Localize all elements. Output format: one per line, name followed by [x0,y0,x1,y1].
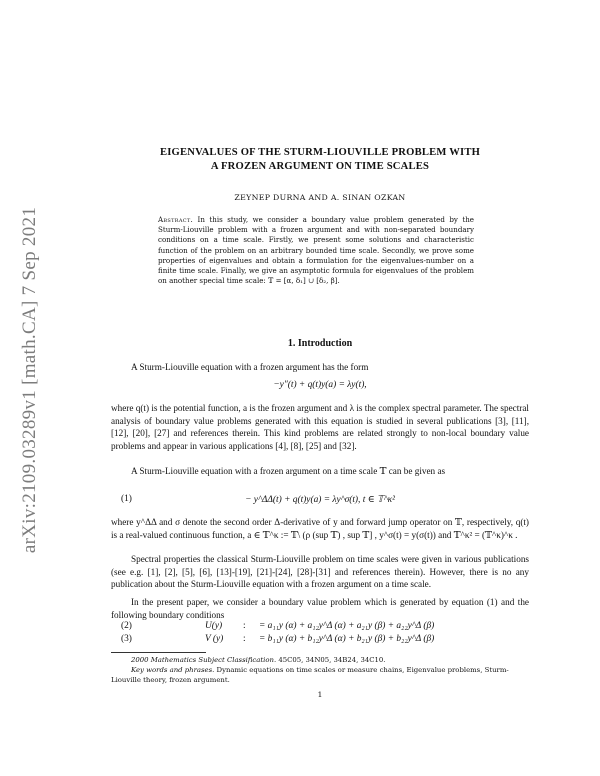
equation-1-number: (1) [121,494,132,504]
equation-2-lhs: U(y) [205,621,223,631]
equation-3-rhs: = b₁₁y (α) + b₁₂y^Δ (α) + b₂₁y (β) + b₂₂y^Δ (β) [259,634,435,644]
equation-3-number: (3) [121,634,132,644]
equation-2-number: (2) [121,621,132,631]
footnote-rule [111,652,206,653]
equation-1-body: − y^ΔΔ(t) + q(t)y(a) = λy^σ(t), t ∈ 𝕋^κ² [245,495,395,505]
authors: ZEYNEP DURNA AND A. SINAN OZKAN [234,193,406,202]
abstract-label: Abstract. [158,215,194,224]
equation-2-colon: : [243,621,246,631]
section-heading-text: 1. Introduction [287,338,353,349]
footnote-keywords-label: Key words and phrases. [131,666,215,674]
paragraph-4: where y^ΔΔ and σ denote the second order Δ-derivative of y and forward jump operator on 𝕋, respectively, q(t) is a real-valued continuous function, a ∈ 𝕋^κ := 𝕋\ (ρ (sup 𝕋) , sup 𝕋] , y^σ(t) = y(σ(t)) and 𝕋^κ² = (𝕋^κ)^κ . [111,517,529,540]
paragraph-1: A Sturm-Liouville equation with a frozen argument has the form [131,362,369,372]
equation-3 [111,634,529,647]
equation-3-colon: : [243,634,246,644]
paragraph-2: where q(t) is the potential function, a is the frozen argument and λ is the complex spectral parameter. The spectral analysis of boundary value problems generated with this equation is studied in several publications [3], [11], [12], [20], [27] and references therein. This kind problems are related strongly to non-local boundary value problems and appear in various applications [4], [8], [25] and [32]. [111,403,529,451]
arxiv-id: arXiv:2109.03289v1 [math.CA] 7 Sep 2021 [19,206,40,554]
section-heading [100,338,540,349]
footnote-msc [111,656,529,666]
title-line-2: A FROZEN ARGUMENT ON TIME SCALES [210,161,430,172]
equation-frozen: −y″(t) + q(t)y(a) = λy(t), [273,380,367,390]
footnote-msc-label: 2000 Mathematics Subject Classification. [131,656,277,664]
paper-title [100,146,540,174]
footnote-msc-codes: 45C05, 34N05, 34B24, 34C10. [278,656,386,664]
page-number: 1 [317,690,323,699]
paragraph-5: Spectral properties the classical Sturm-Liouville problem on time scales were given in various publications (see e.g. [1], [2], [5], [6], [13]-[19], [21]-[24], [28]-[31] and references therein). However, there is no any publication about the Sturm-Liouville equation with a frozen argument on a time scale. [111,554,529,590]
footnote-keywords [111,666,529,685]
title-line-1: EIGENVALUES OF THE STURM-LIOUVILLE PROBLEM WITH [159,147,481,158]
abstract-text: In this study, we consider a boundary value problem generated by the Sturm-Liouville problem with a frozen argument and with non-separated boundary conditions on a time scale. Firstly, we present some solutions and characteristic function of the problem on an arbitrary bounded time scale. Secondly, we prove some properties of eigenvalues and obtain a formulation for the eigenvalues-number on a finite time scale. Finally, we give an asymptotic formula for eigenvalues of the problem on another special time scale: 𝕋 = [α, δ₁] ∪ [δ₂, β]. [158,215,474,286]
abstract [158,215,474,286]
paragraph-6: In the present paper, we consider a boundary value problem which is generated by equation (1) and the following boundary conditions [111,597,529,620]
paragraph-3: A Sturm-Liouville equation with a frozen argument on a time scale 𝕋 can be given as [131,466,446,476]
equation-3-lhs: V (y) [205,634,224,644]
footnote-keywords-text: Dynamic equations on time scales or measure chains, Eigenvalue problems, Sturm-Liouville theory, frozen argument. [111,666,509,684]
equation-2 [111,621,529,634]
equation-2-rhs: = a₁₁y (α) + a₁₂y^Δ (α) + a₂₁y (β) + a₂₂y^Δ (β) [259,621,435,631]
equation-1 [111,494,529,507]
